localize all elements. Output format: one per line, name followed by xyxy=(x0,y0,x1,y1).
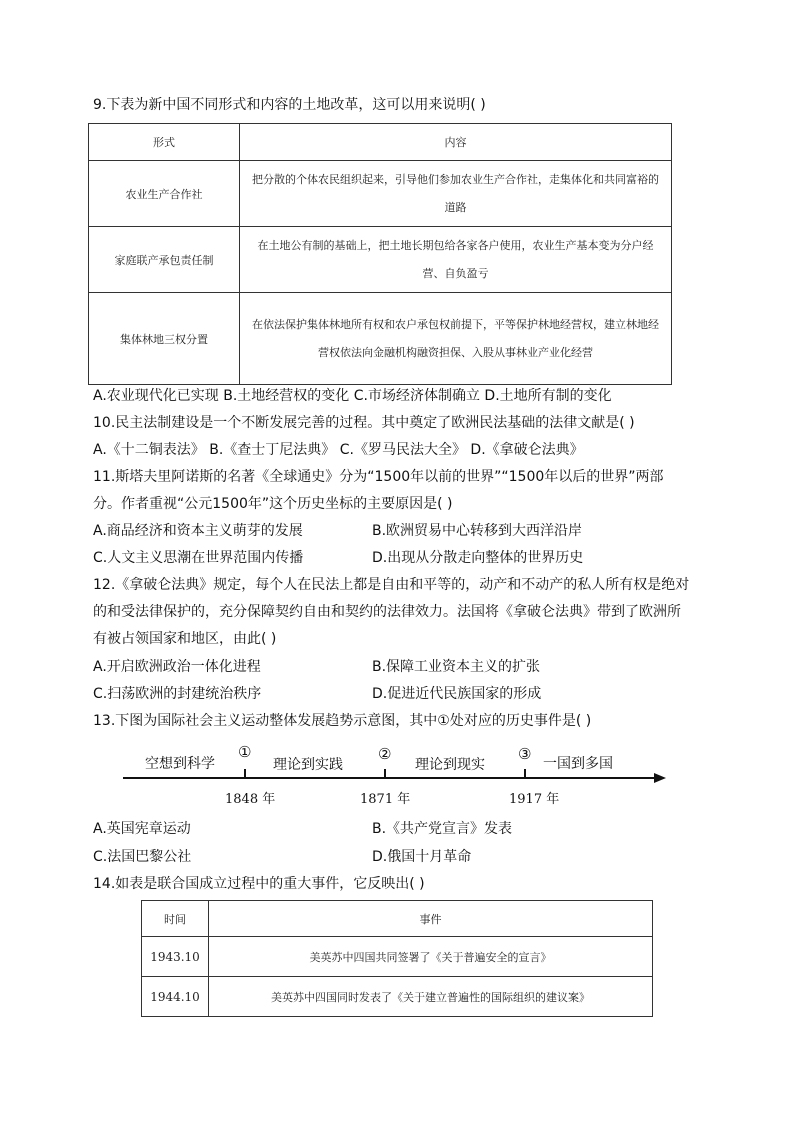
q13-option-a: A.英国宪章运动 xyxy=(93,821,191,837)
q10-stem: 10.民主法制建设是一个不断发展完善的过程。其中奠定了欧洲民法基础的法律文献是( ) xyxy=(93,415,635,431)
q14-stem: 14.如表是联合国成立过程中的重大事件，它反映出( ) xyxy=(93,876,425,892)
table-row xyxy=(142,937,653,977)
q12-option-d: D.促进近代民族国家的形成 xyxy=(372,686,542,702)
row-content: 在依法保护集体林地所有权和农户承包权前提下，平等保护林地经营权，建立林地经营权依法向金融机构融资担保、入股从事林业产业化经营 xyxy=(240,293,672,385)
q13-stem: 13.下图为国际社会主义运动整体发展趋势示意图，其中①处对应的历史事件是( ) xyxy=(93,713,592,729)
table-row xyxy=(89,161,672,227)
q11-option-a: A.商品经济和资本主义萌芽的发展 xyxy=(93,523,303,539)
marker-label: ③ xyxy=(518,745,532,763)
q12-option-c: C.扫荡欧洲的封建统治秩序 xyxy=(93,686,262,702)
q11-option-d: D.出现从分散走向整体的世界历史 xyxy=(372,550,584,566)
year-label: 1871 年 xyxy=(360,792,411,807)
table-row xyxy=(89,293,672,385)
q11-option-b: B.欧洲贸易中心转移到大西洋沿岸 xyxy=(372,523,583,539)
q12-option-a: A.开启欧洲政治一体化进程 xyxy=(93,659,261,675)
row-time: 1944.10 xyxy=(142,977,209,1017)
q12-stem-line1: 12.《拿破仑法典》规定，每个人在民法上都是自由和平等的，动产和不动产的私人所有权是绝对 xyxy=(93,577,690,593)
row-form: 农业生产合作社 xyxy=(89,161,240,227)
q12-option-b: B.保障工业资本主义的扩张 xyxy=(372,659,541,675)
year-label: 1917 年 xyxy=(509,792,560,807)
marker-label: ① xyxy=(238,743,252,761)
marker-label: ② xyxy=(378,745,392,763)
q10-options: A.《十二铜表法》 B.《查士丁尼法典》 C.《罗马民法大全》 D.《拿破仑法典》 xyxy=(93,442,584,458)
row-time: 1943.10 xyxy=(142,937,209,977)
q9-table xyxy=(88,123,672,385)
q9-stem: 9.下表为新中国不同形式和内容的土地改革，这可以用来说明( ) xyxy=(93,97,486,113)
q14-table xyxy=(141,900,653,1017)
row-event: 美英苏中四国同时发表了《关于建立普遍性的国际组织的建议案》 xyxy=(209,977,653,1017)
table-header-row xyxy=(89,124,672,161)
q12-stem-line2: 的和受法律保护的，充分保障契约自由和契约的法律效力。法国将《拿破仑法典》带到了欧洲所 xyxy=(93,604,681,620)
header-form: 形式 xyxy=(89,124,240,161)
year-label: 1848 年 xyxy=(225,792,276,807)
row-form: 集体林地三权分置 xyxy=(89,293,240,385)
q9-options: A.农业现代化已实现 B.土地经营权的变化 C.市场经济体制确立 D.土地所有制的变化 xyxy=(93,388,612,404)
table-row xyxy=(142,977,653,1017)
q12-stem-line3: 有被占领国家和地区，由此( ) xyxy=(93,631,277,647)
segment-label: 一国到多国 xyxy=(543,756,613,772)
table-row xyxy=(89,227,672,293)
header-time: 时间 xyxy=(142,901,209,937)
row-event: 美英苏中四国共同签署了《关于普遍安全的宣言》 xyxy=(209,937,653,977)
header-content: 内容 xyxy=(240,124,672,161)
q11-option-c: C.人文主义思潮在世界范围内传播 xyxy=(93,550,304,566)
segment-label: 理论到现实 xyxy=(415,757,485,773)
timeline-arrowhead xyxy=(654,773,666,783)
q13-option-b: B.《共产党宣言》发表 xyxy=(372,821,513,837)
segment-label: 理论到实践 xyxy=(273,757,343,773)
row-content: 把分散的个体农民组织起来，引导他们参加农业生产合作社，走集体化和共同富裕的道路 xyxy=(240,161,672,227)
q13-option-c: C.法国巴黎公社 xyxy=(93,849,192,865)
row-content: 在土地公有制的基础上，把土地长期包给各家各户使用，农业生产基本变为分户经营、自负盈亏 xyxy=(240,227,672,293)
q11-stem-line2: 分。作者重视“公元1500年”这个历史坐标的主要原因是( ) xyxy=(93,496,453,512)
segment-label: 空想到科学 xyxy=(145,756,215,772)
q11-stem-line1: 11.斯塔夫里阿诺斯的名著《全球通史》分为“1500年以前的世界”“1500年以后的世界”两部 xyxy=(93,469,664,485)
table-header-row xyxy=(142,901,653,937)
q13-option-d: D.俄国十月革命 xyxy=(372,849,472,865)
row-form: 家庭联产承包责任制 xyxy=(89,227,240,293)
header-event: 事件 xyxy=(209,901,653,937)
